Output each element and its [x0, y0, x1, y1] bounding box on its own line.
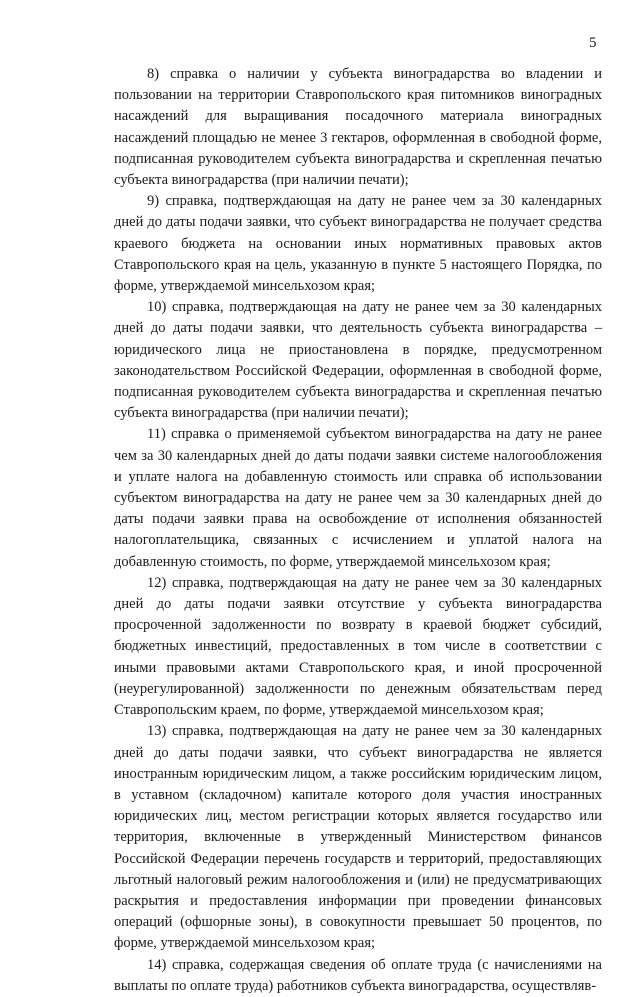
paragraph-item-9: 9) справка, подтверждающая на дату не ранее чем за 30 календарных дней до даты подачи заявки, что субъект виноградарства не получает средства краевого бюджета на основании иных нормативных правовых актов Ставропольского края на цель, указанную в пункте 5 настоящего Порядка, по форме, утверждаемой минсельхозом края; — [114, 193, 602, 295]
document-body — [114, 64, 602, 997]
paragraph-item-11: 11) справка о применяемой субъектом виноградарства на дату не ранее чем за 30 календарных дней до даты подачи заявки системе налогообложения и уплате налога на добавленную стоимость или справка об использовании субъектом виноградарства на дату не ранее чем за 30 календарных дней до даты подачи заявки права на освобождение от исполнения обязанностей налогоплательщика, связанных с исчислением и уплатой налога на добавленную стоимость, по форме, утверждаемой минсельхозом края; — [114, 426, 602, 570]
paragraph-item-8: 8) справка о наличии у субъекта виноградарства во владении и пользовании на территории Ставропольского края питомников виноградных насаждений для выращивания посадочного материала виноградных насаждений площадью не менее 3 гектаров, оформленная в свободной форме, подписанная руководителем субъекта виноградарства и скрепленная печатью субъекта виноградарства (при наличии печати); — [114, 66, 602, 189]
paragraph-item-13: 13) справка, подтверждающая на дату не ранее чем за 30 календарных дней до даты подачи заявки, что субъект виноградарства не является иностранным юридическим лицом, а также российским юридическим лицом, в уставном (складочном) капитале которого доля участия иностранных юридических лиц, местом регистрации которых является государство или территория, включенные в утвержденный Министерством финансов Российской Федерации перечень государств и территорий, предоставляющих льготный налоговый режим налогообложения и (или) не предусматривающих раскрытия и предоставления информации при проведении финансовых операций (офшорные зоны), в совокупности превышает 50 процентов, по форме, утверждаемой минсельхозом края; — [114, 723, 602, 952]
page-number: 5 — [589, 35, 597, 51]
paragraph-item-14: 14) справка, содержащая сведения об оплате труда (с начислениями на выплаты по оплате труда) работников субъекта виноградарства, осуществляв- — [114, 956, 602, 994]
paragraph-item-12: 12) справка, подтверждающая на дату не ранее чем за 30 календарных дней до даты подачи заявки отсутствие у субъекта виноградарства просроченной задолженности по возврату в краевой бюджет субсидий, бюджетных инвестиций, предоставленных в том числе в соответствии с иными правовыми актами Ставропольского края, и иной просроченной (неурегулированной) задолженности по денежным обязательствам перед Ставропольским краем, по форме, утверждаемой минсельхозом края; — [114, 574, 602, 719]
paragraph-item-10: 10) справка, подтверждающая на дату не ранее чем за 30 календарных дней до даты подачи заявки, что деятельность субъекта виноградарства – юридического лица не приостановлена в порядке, предусмотренном законодательством Российской Федерации, оформленная в свободной форме, подписанная руководителем субъекта виноградарства и скрепленная печатью субъекта виноградарства (при наличии печати); — [114, 299, 602, 422]
